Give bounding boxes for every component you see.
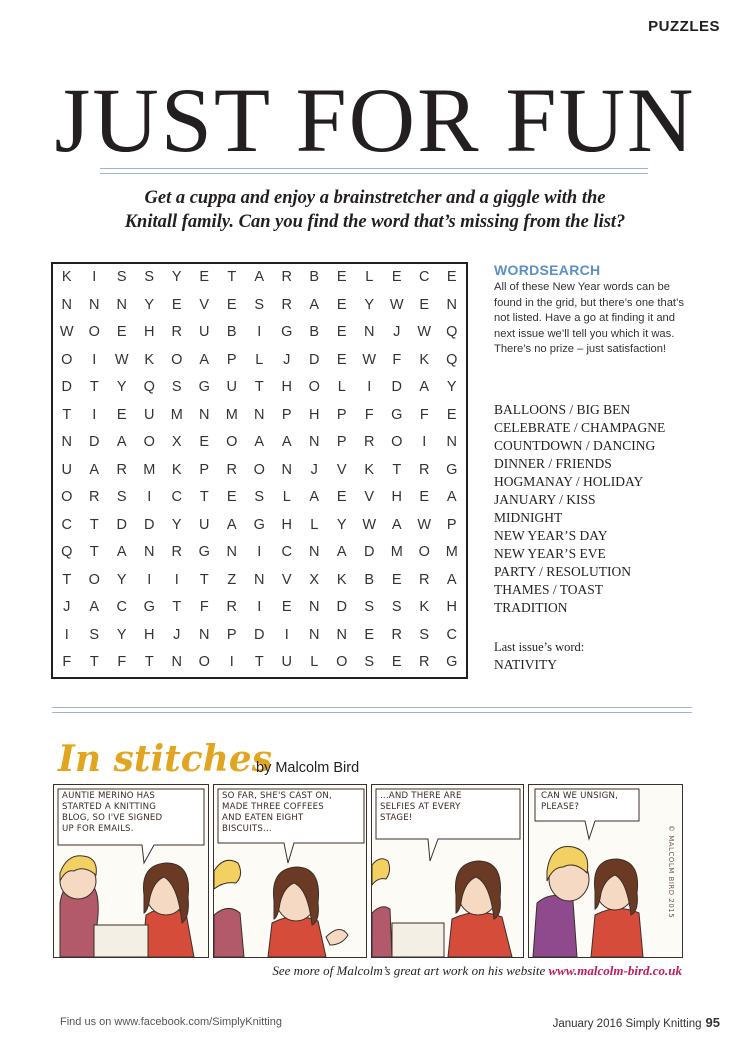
grid-cell: N (226, 544, 237, 560)
panel-1-speech: AUNTIE MERINO HAS STARTED A KNITTING BLOG, SO I'VE SIGNED UP FOR EMAILS. (62, 791, 163, 834)
grid-cell: A (254, 269, 265, 285)
page-number: 95 (705, 1015, 720, 1030)
website-credit (272, 963, 682, 979)
grid-cell: Y (116, 626, 127, 643)
grid-cell: I (92, 351, 97, 368)
grid-row (53, 539, 466, 567)
grid-cell: R (281, 296, 292, 313)
grid-cell: A (419, 379, 430, 395)
grid-row (53, 374, 466, 402)
grid-cell: Y (364, 296, 375, 313)
grid-cell: N (446, 296, 457, 313)
grid-cell: U (226, 379, 237, 395)
grid-cell: B (309, 269, 320, 285)
grid-cell: H (309, 406, 320, 423)
grid-cell: S (391, 599, 402, 615)
grid-cell: I (229, 654, 234, 670)
grid-cell: K (61, 269, 72, 285)
grid-cell: C (116, 599, 127, 615)
grid-cell: G (391, 406, 403, 423)
website-link[interactable]: www.malcolm-bird.co.uk (548, 963, 682, 978)
grid-cell: B (364, 571, 375, 588)
grid-cell: W (362, 516, 377, 533)
grid-cell: W (59, 324, 74, 340)
wordsearch-grid (51, 262, 468, 679)
grid-cell: L (337, 379, 346, 395)
grid-cell: W (362, 351, 377, 368)
grid-cell: E (336, 351, 347, 368)
grid-cell: F (419, 406, 429, 423)
grid-cell: E (171, 296, 182, 313)
grid-cell: T (89, 516, 99, 533)
grid-cell: E (336, 269, 347, 285)
grid-cell: C (281, 544, 292, 560)
grid-cell: R (419, 654, 430, 670)
grid-cell: P (226, 626, 237, 643)
grid-row (53, 567, 466, 595)
comic-title-text: In stitches (58, 738, 273, 780)
grid-cell: E (336, 296, 347, 313)
grid-cell: D (254, 626, 265, 643)
grid-cell: S (116, 269, 127, 285)
grid-cell: G (198, 544, 210, 560)
grid-cell: T (62, 571, 72, 588)
grid-cell: M (170, 406, 183, 423)
grid-cell: R (419, 461, 430, 478)
grid-cell: A (199, 351, 210, 368)
grid-cell: I (257, 599, 262, 615)
grid-cell: E (446, 406, 457, 423)
grid-cell: L (365, 269, 374, 285)
intro-line-2: Knitall family. Can you find the word that’s missing from the list? (124, 212, 626, 232)
grid-cell: I (284, 626, 289, 643)
grid-cell: A (254, 434, 265, 450)
grid-cell: S (364, 599, 375, 615)
grid-cell: H (446, 599, 457, 615)
word-list-item: DINNER / FRIENDS (494, 456, 612, 471)
grid-cell: Y (336, 516, 347, 533)
grid-cell: N (309, 626, 320, 643)
intro-line-1: Get a cuppa and enjoy a brainstretcher and a giggle with the (144, 188, 606, 208)
grid-cell: S (144, 269, 155, 285)
grid-cell: I (174, 571, 179, 588)
grid-cell: D (89, 434, 100, 450)
grid-row (53, 347, 466, 375)
grid-cell: T (62, 406, 72, 423)
grid-cell: E (281, 599, 292, 615)
grid-cell: Y (171, 269, 182, 285)
grid-cell: E (391, 571, 402, 588)
grid-cell: N (336, 626, 347, 643)
grid-cell: D (336, 599, 347, 615)
grid-cell: N (116, 296, 127, 313)
grid-cell: U (199, 516, 210, 533)
grid-row (53, 264, 466, 292)
grid-cell: H (144, 324, 155, 340)
grid-cell: E (336, 324, 347, 340)
word-list-item: TRADITION (494, 600, 568, 615)
grid-cell: S (254, 296, 265, 313)
grid-cell: W (417, 516, 432, 533)
grid-cell: E (419, 489, 430, 505)
grid-cell: Q (143, 379, 155, 395)
word-list-item: THAMES / TOAST (494, 582, 604, 597)
grid-cell: N (254, 406, 265, 423)
grid-cell: I (422, 434, 427, 450)
grid-cell: S (116, 489, 127, 505)
grid-cell: M (143, 461, 156, 478)
grid-cell: A (336, 544, 347, 560)
grid-cell: L (310, 516, 319, 533)
grid-cell: M (445, 544, 458, 560)
grid-cell: G (446, 461, 458, 478)
last-issue-word: NATIVITY (494, 657, 557, 672)
grid-cell: E (116, 406, 127, 423)
grid-cell: T (89, 379, 99, 395)
grid-row (53, 402, 466, 430)
grid-cell: O (391, 434, 403, 450)
grid-cell: G (253, 516, 265, 533)
grid-row (53, 622, 466, 650)
word-list-item: BALLOONS / BIG BEN (494, 402, 631, 417)
grid-cell: N (171, 654, 182, 670)
grid-row (53, 292, 466, 320)
grid-cell: W (114, 351, 129, 368)
grid-cell: G (143, 599, 155, 615)
grid-cell: D (309, 351, 320, 368)
grid-cell: N (144, 544, 155, 560)
grid-cell: H (144, 626, 155, 643)
grid-cell: R (226, 599, 237, 615)
grid-cell: I (257, 324, 262, 340)
grid-cell: O (88, 324, 100, 340)
grid-cell: Y (446, 379, 457, 395)
grid-cell: N (199, 626, 210, 643)
comic-panel-1 (53, 784, 209, 958)
grid-cell: O (336, 654, 348, 670)
grid-row (53, 649, 466, 677)
grid-cell: V (281, 571, 292, 588)
grid-cell: K (336, 571, 347, 588)
grid-cell: G (446, 654, 458, 670)
grid-cell: K (419, 599, 430, 615)
comic-divider (52, 707, 692, 713)
grid-cell: D (61, 379, 72, 395)
grid-cell: P (446, 516, 457, 533)
grid-cell: T (172, 599, 182, 615)
footer-issue-text: January 2016 Simply Knitting (552, 1018, 702, 1030)
grid-cell: T (144, 654, 154, 670)
grid-cell: A (391, 516, 402, 533)
comic-title-art (56, 733, 273, 785)
grid-cell: O (226, 434, 238, 450)
panel-2-speech: SO FAR, SHE'S CAST ON, MADE THREE COFFEES AND EATEN EIGHT BISCUITS... (222, 791, 332, 834)
grid-cell: O (143, 434, 155, 450)
grid-cell: S (419, 626, 430, 643)
grid-cell: I (257, 544, 262, 560)
grid-cell: W (417, 324, 432, 340)
comic-title-logo (56, 733, 273, 790)
grid-cell: E (226, 296, 237, 313)
grid-cell: R (364, 434, 375, 450)
grid-cell: N (61, 434, 72, 450)
grid-cell: A (281, 434, 292, 450)
grid-cell: L (310, 654, 319, 670)
grid-cell: R (171, 544, 182, 560)
page-title: JUST FOR FUN (54, 69, 696, 171)
grid-row (53, 512, 466, 540)
grid-cell: T (89, 654, 99, 670)
grid-cell: I (147, 571, 152, 588)
grid-cell: J (393, 324, 401, 340)
grid-cell: L (282, 489, 291, 505)
grid-cell: N (199, 406, 210, 423)
grid-cell: P (199, 461, 210, 478)
grid-cell: A (309, 296, 320, 313)
grid-cell: T (89, 544, 99, 560)
grid-cell: U (144, 406, 155, 423)
title-divider (100, 168, 648, 174)
grid-cell: I (92, 269, 97, 285)
grid-cell: A (89, 599, 100, 615)
grid-cell: I (64, 626, 69, 643)
grid-cell: E (364, 626, 375, 643)
grid-cell: P (336, 434, 347, 450)
grid-cell: A (89, 461, 100, 478)
grid-cell: H (391, 489, 402, 505)
grid-cell: J (310, 461, 318, 478)
word-list-item: NEW YEAR’S DAY (494, 528, 608, 543)
grid-cell: K (419, 351, 430, 368)
website-credit-text: See more of Malcolm’s great art work on his website (272, 963, 549, 978)
grid-row (53, 319, 466, 347)
grid-cell: P (226, 351, 237, 368)
panel-3-speech: ...AND THERE ARE SELFIES AT EVERY STAGE! (380, 791, 462, 823)
grid-cell: K (144, 351, 155, 368)
grid-cell: E (419, 296, 430, 313)
grid-cell: E (391, 269, 402, 285)
grid-cell: Q (446, 351, 458, 368)
grid-cell: X (309, 571, 320, 588)
grid-cell: Z (227, 571, 237, 588)
grid-cell: D (144, 516, 155, 533)
artist-signature: © MALCOLM BIRD 2015 (667, 825, 675, 919)
word-list-item: NEW YEAR’S EVE (494, 546, 606, 561)
grid-cell: X (171, 434, 182, 450)
grid-cell: O (61, 351, 73, 368)
grid-cell: C (61, 516, 72, 533)
grid-cell: N (309, 544, 320, 560)
grid-cell: W (389, 296, 404, 313)
grid-cell: J (283, 351, 291, 368)
grid-cell: D (364, 544, 375, 560)
grid-cell: C (419, 269, 430, 285)
grid-cell: N (309, 599, 320, 615)
grid-cell: G (198, 379, 210, 395)
word-list-item: MIDNIGHT (494, 510, 563, 525)
grid-cell: R (171, 324, 182, 340)
grid-cell: D (391, 379, 402, 395)
word-list-item: HOGMANAY / HOLIDAY (494, 474, 644, 489)
grid-cell: P (281, 406, 292, 423)
grid-cell: M (225, 406, 238, 423)
grid-cell: E (199, 434, 210, 450)
grid-cell: R (89, 489, 100, 505)
grid-cell: S (364, 654, 375, 670)
grid-cell: A (309, 489, 320, 505)
grid-cell: Y (116, 571, 127, 588)
grid-cell: K (364, 461, 375, 478)
grid-cell: E (199, 269, 210, 285)
word-list (494, 401, 694, 617)
grid-cell: I (147, 489, 152, 505)
grid-cell: S (171, 379, 182, 395)
word-list-item: CELEBRATE / CHAMPAGNE (494, 420, 666, 435)
wordsearch-heading: WORDSEARCH (494, 262, 601, 278)
grid-cell: G (281, 324, 293, 340)
comic-byline: by Malcolm Bird (256, 760, 360, 776)
grid-cell: B (226, 324, 237, 340)
footer-facebook: Find us on www.facebook.com/SimplyKnitting (60, 1016, 282, 1028)
grid-cell: R (419, 571, 430, 588)
intro-text (60, 186, 690, 234)
grid-row (53, 429, 466, 457)
grid-cell: F (117, 654, 127, 670)
grid-cell: T (254, 379, 264, 395)
grid-cell: Y (144, 296, 155, 313)
grid-cell: O (61, 489, 73, 505)
grid-cell: O (308, 379, 320, 395)
grid-cell: Y (116, 379, 127, 395)
last-issue-label: Last issue’s word: (494, 640, 585, 654)
grid-cell: A (446, 489, 457, 505)
grid-cell: V (336, 461, 347, 478)
grid-cell: O (253, 461, 265, 478)
grid-cell: O (171, 351, 183, 368)
grid-cell: A (226, 516, 237, 533)
grid-cell: H (281, 379, 292, 395)
grid-cell: U (281, 654, 292, 670)
grid-cell: C (446, 626, 457, 643)
grid-cell: A (446, 571, 457, 588)
grid-cell: D (116, 516, 127, 533)
grid-cell: E (446, 269, 457, 285)
grid-cell: T (254, 654, 264, 670)
grid-cell: T (392, 461, 402, 478)
wordsearch-description: All of these New Year words can be found in the grid, but there’s one that’s not listed. Have a go at finding it and next issue we’ll tell you which it was. There’s no prize – just satisfaction! (494, 281, 684, 355)
panel-4-speech: CAN WE UNSIGN, PLEASE? (541, 791, 619, 812)
grid-cell: T (199, 571, 209, 588)
grid-cell: I (367, 379, 372, 395)
grid-cell: S (89, 626, 100, 643)
grid-row (53, 594, 466, 622)
grid-cell: E (116, 324, 127, 340)
grid-cell: C (171, 489, 182, 505)
grid-cell: N (61, 296, 72, 313)
grid-cell: N (89, 296, 100, 313)
grid-cell: O (198, 654, 210, 670)
grid-cell: Y (171, 516, 182, 533)
comic-panel-4 (528, 784, 683, 958)
grid-cell: A (116, 434, 127, 450)
word-list-item: COUNTDOWN / DANCING (494, 438, 656, 453)
grid-cell: O (418, 544, 430, 560)
grid-cell: E (336, 489, 347, 505)
footer-issue (553, 1015, 720, 1030)
grid-row (53, 457, 466, 485)
grid-cell: K (171, 461, 182, 478)
grid-cell: V (364, 489, 375, 505)
grid-cell: T (227, 269, 237, 285)
word-list-item: JANUARY / KISS (494, 492, 596, 507)
grid-cell: R (116, 461, 127, 478)
grid-cell: A (116, 544, 127, 560)
section-tag: PUZZLES (648, 18, 720, 35)
grid-cell: F (364, 406, 374, 423)
grid-cell: I (92, 406, 97, 423)
grid-cell: S (254, 489, 265, 505)
grid-cell: N (364, 324, 375, 340)
grid-cell: R (281, 269, 292, 285)
grid-cell: U (199, 324, 210, 340)
grid-cell: J (63, 599, 71, 615)
grid-cell: F (199, 599, 209, 615)
grid-cell: V (199, 296, 210, 313)
grid-cell: H (281, 516, 292, 533)
grid-cell: N (309, 434, 320, 450)
grid-cell: N (281, 461, 292, 478)
grid-cell: F (392, 351, 402, 368)
grid-cell: O (88, 571, 100, 588)
grid-cell: L (255, 351, 264, 368)
grid-cell: N (254, 571, 265, 588)
grid-cell: T (199, 489, 209, 505)
grid-cell: J (173, 626, 181, 643)
grid-cell: N (446, 434, 457, 450)
grid-cell: Q (446, 324, 458, 340)
grid-cell: E (391, 654, 402, 670)
grid-cell: R (391, 626, 402, 643)
grid-cell: M (390, 544, 403, 560)
comic-panel-3 (371, 784, 524, 958)
grid-cell: U (61, 461, 72, 478)
grid-cell: Q (61, 544, 73, 560)
grid-cell: F (62, 654, 72, 670)
grid-cell: B (309, 324, 320, 340)
grid-cell: P (336, 406, 347, 423)
grid-row (53, 484, 466, 512)
grid-cell: R (226, 461, 237, 478)
word-list-item: PARTY / RESOLUTION (494, 564, 631, 579)
grid-cell: E (226, 489, 237, 505)
comic-panel-2 (213, 784, 367, 958)
